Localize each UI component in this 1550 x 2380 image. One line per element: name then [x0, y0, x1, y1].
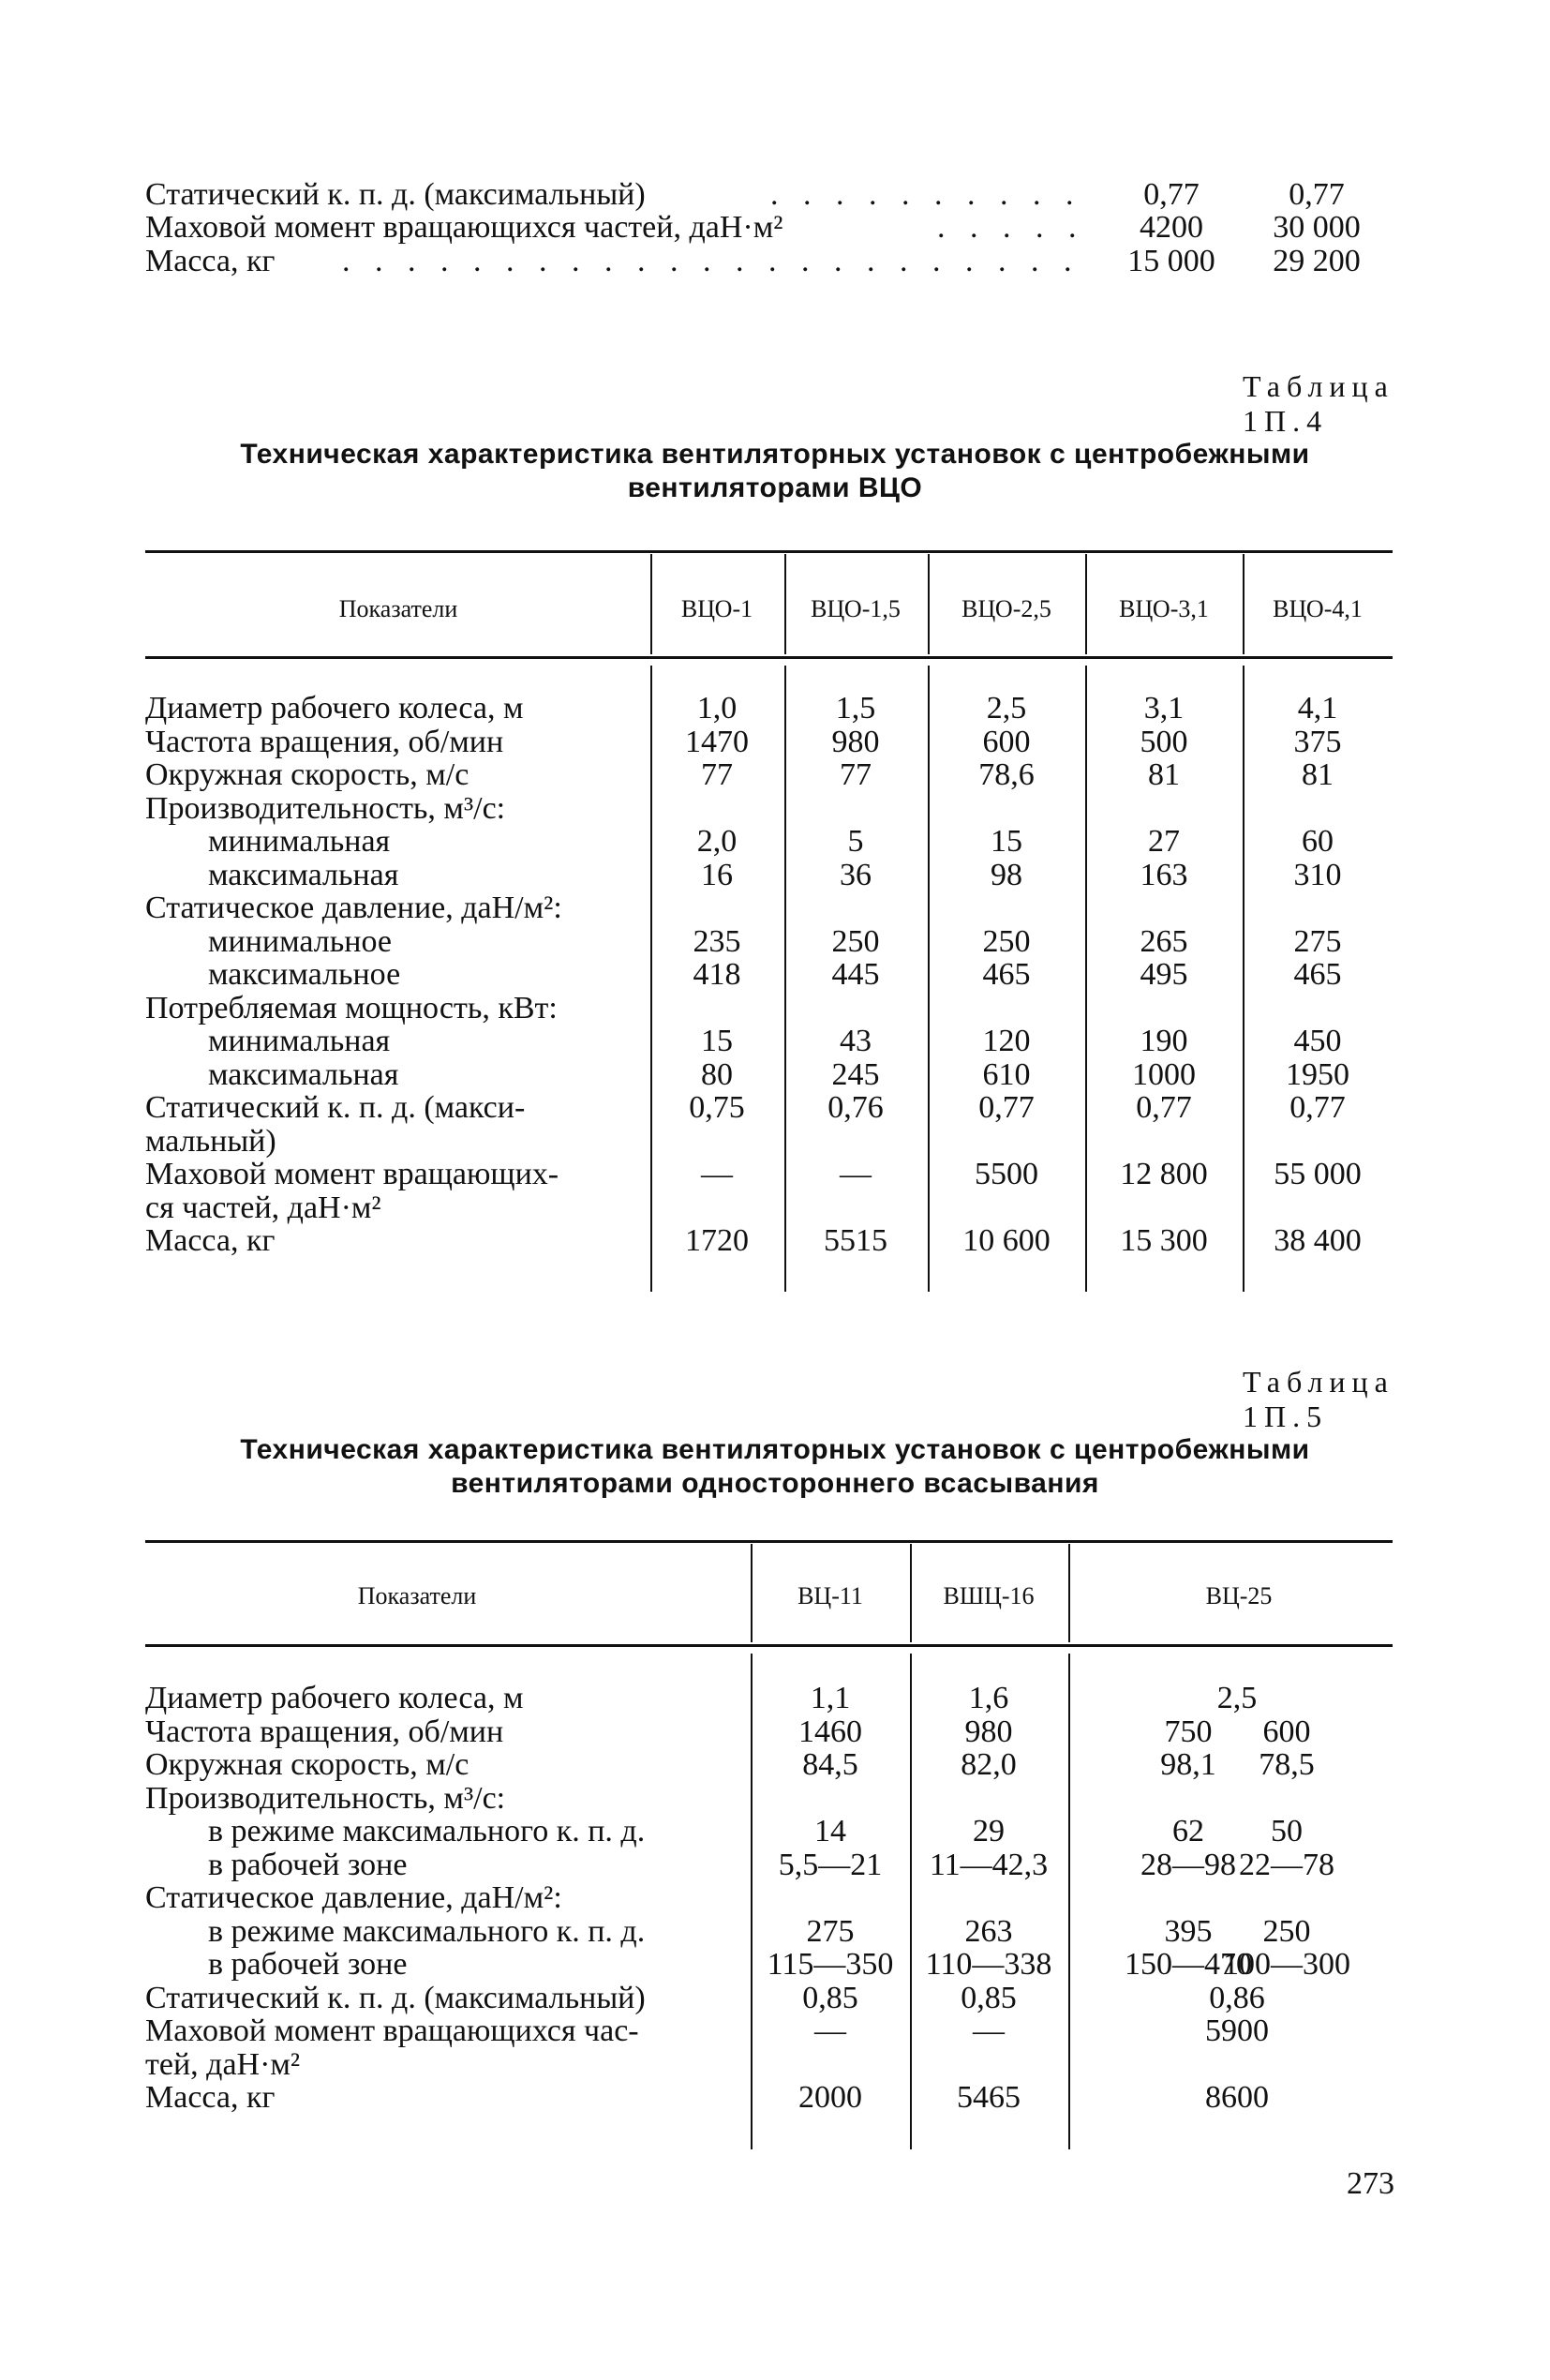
row-label: Масса, кг — [145, 1223, 276, 1258]
cell-value: 3,1 — [1143, 691, 1185, 726]
cell-value: 265 — [1140, 923, 1188, 959]
column-header: ВШЦ-16 — [943, 1582, 1035, 1609]
column-divider — [784, 666, 786, 1292]
column-header: ВЦО-3,1 — [1119, 595, 1209, 622]
cell-value: 78,6 — [978, 757, 1035, 792]
row-label: максимальная — [208, 857, 399, 892]
row-label: Маховой момент вращающих- — [145, 1157, 559, 1191]
cell-value: 110—338 — [925, 1947, 1052, 1982]
cell-value: 82,0 — [961, 1747, 1017, 1782]
row-label: максимальное — [208, 957, 401, 992]
cell-value: 495 — [1140, 957, 1188, 992]
row-label: Потребляемая мощность, кВт: — [145, 990, 558, 1025]
row-label: Масса, кг — [145, 2080, 276, 2115]
row-value: 0,77 — [1289, 177, 1345, 212]
cell-value: 2,5 — [1216, 1681, 1258, 1715]
row-value: 15 000 — [1127, 244, 1215, 278]
column-header: Показатели — [338, 595, 458, 622]
cell-value: 62 — [1172, 1814, 1204, 1849]
column-divider — [751, 1654, 753, 2149]
cell-value: 78,5 — [1259, 1747, 1315, 1782]
cell-value: 275 — [806, 1913, 855, 1949]
cell-value: 14 — [814, 1814, 846, 1849]
column-divider — [1085, 666, 1087, 1292]
cell-value: 36 — [840, 857, 872, 892]
leader-dots: . . . . . — [937, 210, 1085, 245]
row-label: минимальное — [208, 923, 392, 959]
column-header: ВЦО-4,1 — [1273, 595, 1363, 622]
table-top-rule — [145, 1540, 1393, 1543]
cell-value: 250 — [831, 923, 880, 959]
column-divider — [910, 1544, 912, 1642]
column-divider — [928, 666, 930, 1292]
cell-value: 310 — [1293, 857, 1342, 892]
cell-value: 1950 — [1286, 1056, 1349, 1092]
cell-value: 980 — [964, 1714, 1013, 1749]
cell-value: 163 — [1140, 857, 1188, 892]
column-divider — [1085, 554, 1087, 654]
column-divider — [1068, 1544, 1070, 1642]
cell-value: 0,77 — [1289, 1090, 1346, 1125]
row-label: Статическое давление, даН/м²: — [145, 891, 562, 925]
leader-dots: . . . . . . . . . . . . . . . . . . . . . . . — [342, 244, 1081, 278]
cell-value: 0,75 — [689, 1090, 745, 1125]
row-label: мальный) — [145, 1123, 276, 1159]
cell-value: 375 — [1293, 724, 1342, 759]
cell-value: 77 — [840, 757, 872, 792]
cell-value: 465 — [982, 957, 1031, 992]
table-number: Таблица 1П.5 — [1243, 1365, 1394, 1433]
cell-value: 100—300 — [1223, 1947, 1350, 1982]
column-divider — [1068, 1654, 1070, 2149]
page-number: 273 — [1347, 2166, 1394, 2201]
column-divider — [751, 1544, 753, 1642]
cell-value: 4,1 — [1297, 691, 1338, 726]
cell-value: 60 — [1302, 824, 1334, 859]
table-title: Техническая характеристика вентиляторных установок с центробежными — [240, 1434, 1310, 1465]
cell-value: 2000 — [798, 2080, 862, 2115]
cell-value: 5,5—21 — [778, 1847, 883, 1882]
cell-value: 500 — [1140, 724, 1188, 759]
cell-value: 84,5 — [802, 1747, 858, 1782]
row-label: Окружная скорость, м/с — [145, 757, 469, 792]
cell-value: 0,77 — [1136, 1090, 1192, 1125]
cell-value: 235 — [693, 923, 741, 959]
cell-value: 600 — [1262, 1714, 1311, 1749]
column-header: ВЦ-25 — [1205, 1582, 1273, 1609]
cell-value: 16 — [701, 857, 733, 892]
row-label: в рабочей зоне — [208, 1847, 408, 1882]
cell-value: 15 — [701, 1024, 733, 1058]
row-label: Статическое давление, даН/м²: — [145, 1880, 562, 1915]
cell-value: 50 — [1271, 1814, 1303, 1849]
cell-value: 5 — [847, 824, 864, 859]
cell-value: 22—78 — [1239, 1847, 1334, 1882]
cell-value: 0,76 — [827, 1090, 884, 1125]
cell-value: — — [973, 2013, 1005, 2048]
cell-value: 15 — [991, 824, 1022, 859]
table-header-rule — [145, 1644, 1393, 1647]
column-header: ВЦ-11 — [797, 1582, 863, 1609]
cell-value: 445 — [831, 957, 880, 992]
column-divider — [1243, 554, 1244, 654]
column-header: ВЦО-1,5 — [811, 595, 901, 622]
cell-value: 15 300 — [1120, 1223, 1208, 1258]
cell-value: 115—350 — [767, 1947, 894, 1982]
cell-value: 8600 — [1205, 2080, 1269, 2115]
cell-value: 1,0 — [696, 691, 738, 726]
cell-value: 2,5 — [986, 691, 1027, 726]
column-divider — [910, 1654, 912, 2149]
row-label: Частота вращения, об/мин — [145, 724, 504, 759]
cell-value: 43 — [840, 1024, 872, 1058]
row-label: Статический к. п. д. (макси- — [145, 1090, 526, 1125]
cell-value: 55 000 — [1274, 1157, 1362, 1191]
leader-dots: . . . . . . . . . . — [770, 177, 1082, 212]
cell-value: 150—470 — [1125, 1947, 1252, 1982]
column-header: ВЦО-1 — [680, 595, 753, 622]
row-label: Диаметр рабочего колеса, м — [145, 1681, 524, 1715]
row-label: Диаметр рабочего колеса, м — [145, 691, 524, 726]
cell-value: 610 — [982, 1056, 1031, 1092]
row-label: Маховой момент вращающихся частей, даН·м² — [145, 210, 783, 245]
column-header: Показатели — [357, 1582, 477, 1609]
cell-value: 465 — [1293, 957, 1342, 992]
cell-value: 2,0 — [696, 824, 738, 859]
row-label: Производительность, м³/с: — [145, 790, 506, 826]
cell-value: 600 — [982, 724, 1031, 759]
cell-value: 450 — [1293, 1024, 1342, 1058]
row-label: минимальная — [208, 1024, 391, 1058]
cell-value: 190 — [1140, 1024, 1188, 1058]
row-label: Частота вращения, об/мин — [145, 1714, 504, 1749]
row-label: Масса, кг — [145, 244, 276, 278]
cell-value: 0,85 — [961, 1980, 1017, 2015]
cell-value: 29 — [973, 1814, 1005, 1849]
column-divider — [650, 554, 652, 654]
row-label: в рабочей зоне — [208, 1947, 408, 1982]
cell-value: 5465 — [957, 2080, 1021, 2115]
table-title: вентиляторами ВЦО — [627, 472, 923, 503]
row-label: тей, даН·м² — [145, 2046, 301, 2082]
column-header: ВЦО-2,5 — [961, 595, 1051, 622]
row-value: 0,77 — [1143, 177, 1200, 212]
table-number: Таблица 1П.4 — [1243, 369, 1394, 438]
cell-value: — — [840, 1157, 872, 1191]
row-label: в режиме максимального к. п. д. — [208, 1814, 646, 1849]
row-value: 30 000 — [1273, 210, 1361, 245]
cell-value: 1,6 — [968, 1681, 1009, 1715]
row-value: 4200 — [1140, 210, 1203, 245]
cell-value: 1470 — [685, 724, 749, 759]
cell-value: 81 — [1302, 757, 1334, 792]
column-divider — [784, 554, 786, 654]
row-label: Статический к. п. д. (максимальный) — [145, 1980, 646, 2015]
cell-value: 0,86 — [1209, 1980, 1265, 2015]
table-title: вентиляторами одностороннего всасывания — [451, 1468, 1099, 1499]
cell-value: 245 — [831, 1056, 880, 1092]
cell-value: 0,77 — [978, 1090, 1035, 1125]
row-label: Статический к. п. д. (максимальный) — [145, 177, 646, 212]
cell-value: 28—98 — [1140, 1847, 1236, 1882]
cell-value: 80 — [701, 1056, 733, 1092]
table-title: Техническая характеристика вентиляторных установок с центробежными — [240, 439, 1310, 470]
cell-value: 1,1 — [810, 1681, 851, 1715]
cell-value: 418 — [693, 957, 741, 992]
table-top-rule — [145, 550, 1393, 553]
row-value: 29 200 — [1273, 244, 1361, 278]
cell-value: 250 — [982, 923, 1031, 959]
cell-value: 10 600 — [962, 1223, 1051, 1258]
row-label: Маховой момент вращающихся час- — [145, 2013, 639, 2048]
column-divider — [1243, 666, 1244, 1292]
cell-value: — — [701, 1157, 733, 1191]
cell-value: 77 — [701, 757, 733, 792]
cell-value: 250 — [1262, 1913, 1311, 1949]
cell-value: 5900 — [1205, 2013, 1269, 2048]
row-label: Производительность, м³/с: — [145, 1780, 506, 1816]
cell-value: 81 — [1148, 757, 1180, 792]
cell-value: 11—42,3 — [929, 1847, 1049, 1882]
cell-value: 750 — [1164, 1714, 1213, 1749]
row-label: минимальная — [208, 824, 391, 859]
row-label: максимальная — [208, 1056, 399, 1092]
cell-value: 1720 — [685, 1223, 749, 1258]
cell-value: 5500 — [975, 1157, 1038, 1191]
row-label: в режиме максимального к. п. д. — [208, 1913, 646, 1949]
cell-value: 98 — [991, 857, 1022, 892]
cell-value: 12 800 — [1120, 1157, 1208, 1191]
cell-value: 120 — [982, 1024, 1031, 1058]
cell-value: 275 — [1293, 923, 1342, 959]
cell-value: 1000 — [1132, 1056, 1196, 1092]
cell-value: 395 — [1164, 1913, 1213, 1949]
cell-value: 1,5 — [835, 691, 876, 726]
column-divider — [928, 554, 930, 654]
cell-value: 980 — [831, 724, 880, 759]
cell-value: 27 — [1148, 824, 1180, 859]
cell-value: 38 400 — [1274, 1223, 1362, 1258]
cell-value: 1460 — [798, 1714, 862, 1749]
cell-value: 5515 — [824, 1223, 887, 1258]
cell-value: 263 — [964, 1913, 1013, 1949]
column-divider — [650, 666, 652, 1292]
row-label: ся частей, даН·м² — [145, 1190, 381, 1225]
cell-value: — — [814, 2013, 846, 2048]
table-header-rule — [145, 656, 1393, 659]
cell-value: 98,1 — [1160, 1747, 1216, 1782]
row-label: Окружная скорость, м/с — [145, 1747, 469, 1782]
cell-value: 0,85 — [802, 1980, 858, 2015]
